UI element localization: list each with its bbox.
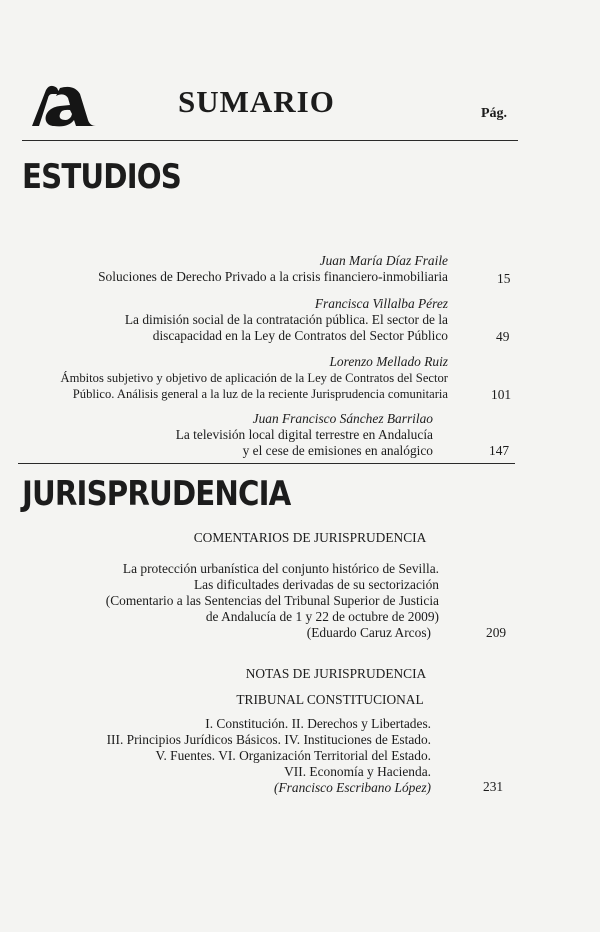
notas-heading: NOTAS DE JURISPRUDENCIA (245, 666, 427, 681)
entry-page-number: 101 (491, 387, 512, 402)
entry-author: Juan Francisco Sánchez Barrilao (252, 411, 433, 426)
entry-title-line: Soluciones de Derecho Privado a la crisis financiero-inmobiliaria (98, 269, 448, 284)
entry-title-line: discapacidad en la Ley de Contratos del Sector Público (152, 328, 448, 343)
section-title-jurisprudencia: JURISPRUDENCIA (22, 474, 291, 514)
comentario-line: Las dificultades derivadas de su sectorización (193, 577, 439, 592)
entry-title-line: La televisión local digital terrestre en Andalucía (175, 427, 433, 442)
comentarios-heading: COMENTARIOS DE JURISPRUDENCIA (193, 530, 427, 545)
notas-line: III. Principios Jurídicos Básicos. IV. Instituciones de Estado. (106, 732, 431, 747)
entry-page-number: 209 (486, 625, 507, 640)
notas-line: I. Constitución. II. Derechos y Libertades. (205, 716, 431, 731)
entry-title-line: Ámbitos subjetivo y objetivo de aplicación de la Ley de Contratos del Sector (60, 371, 448, 385)
toc-entry (0, 411, 433, 459)
toc-entry (8, 296, 448, 344)
entry-title-line: y el cese de emisiones en analógico (242, 443, 433, 458)
entry-page-number: 147 (489, 443, 510, 458)
header-rule (22, 140, 518, 141)
entry-page-number: 49 (496, 329, 510, 344)
comentario-line: La protección urbanística del conjunto histórico de Sevilla. (122, 561, 439, 576)
page-title: SUMARIO (178, 84, 335, 119)
entry-title-line: La dimisión social de la contratación pública. El sector de la (124, 312, 448, 327)
tribunal-heading: TRIBUNAL CONSTITUCIONAL (236, 692, 424, 707)
notas-line: VII. Economía y Hacienda. (284, 764, 431, 779)
comentario-entry (60, 561, 439, 641)
notas-line: V. Fuentes. VI. Organización Territorial del Estado. (155, 748, 431, 763)
entry-author: Lorenzo Mellado Ruiz (329, 354, 448, 369)
entry-author: Juan María Díaz Fraile (319, 253, 448, 268)
toc-entry (8, 253, 448, 285)
comentario-author: (Eduardo Caruz Arcos) (306, 625, 431, 640)
section-title-estudios: ESTUDIOS (22, 157, 181, 197)
entry-page-number: 15 (497, 271, 511, 286)
entry-page-number: 231 (483, 779, 504, 794)
entry-title-line: Público. Análisis general a la luz de la reciente Jurisprudencia comunitaria (72, 387, 448, 401)
section-rule (18, 463, 515, 464)
notas-entry (40, 716, 431, 796)
entry-author: Francisca Villalba Pérez (314, 296, 448, 311)
comentario-line: de Andalucía de 1 y 22 de octubre de 2009) (205, 609, 439, 624)
notas-author: (Francisco Escribano López) (274, 780, 431, 795)
toc-entry (8, 354, 448, 402)
journal-logo-icon (30, 84, 96, 128)
page-column-label: Pág. (481, 106, 508, 121)
comentario-line: (Comentario a las Sentencias del Tribunal Superior de Justicia (105, 593, 439, 608)
